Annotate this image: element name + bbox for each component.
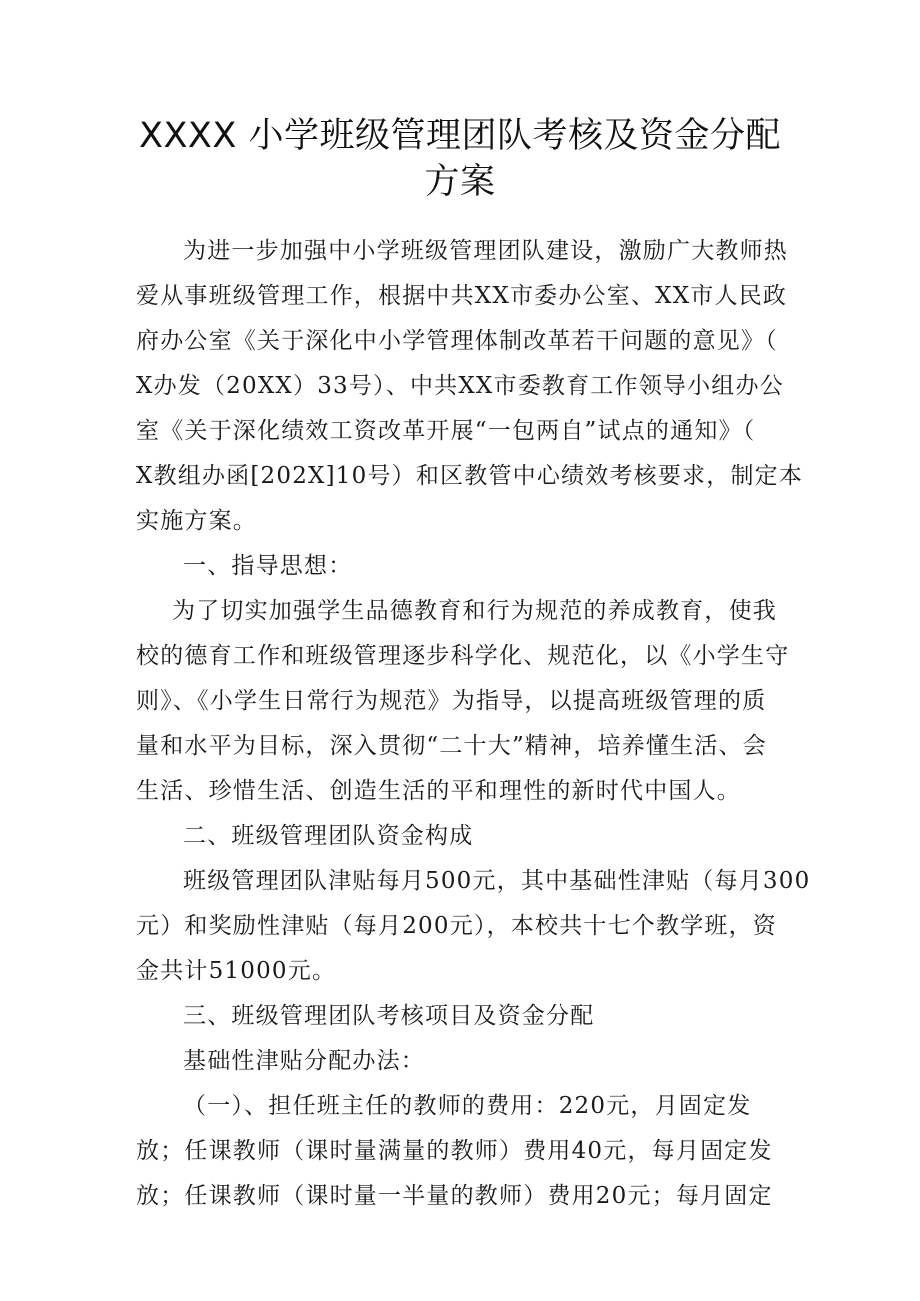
section3-subheading: 基础性津贴分配办法： <box>183 1048 425 1074</box>
intro-line: 爱从事班级管理工作，根据中共XX市委办公室、XX市人民政 <box>136 283 788 309</box>
document-title-line-2: 方案 <box>424 162 496 202</box>
section1-line: 量和水平为目标，深入贯彻“二十大”精神，培养懂生活、会 <box>136 733 767 759</box>
intro-line: 实施方案。 <box>136 508 257 534</box>
section3-line: （一）、担任班主任的教师的费用：220元，月固定发 <box>183 1093 752 1119</box>
section3-line: 放；任课教师（课时量一半量的教师）费用20元；每月固定 <box>136 1183 773 1209</box>
intro-line: 室《关于深化绩效工资改革开展“一包两自”试点的通知》（ <box>136 418 756 444</box>
section1-line: 生活、珍惜生活、创造生活的平和理性的新时代中国人。 <box>136 778 741 804</box>
section-heading-assessment: 三、班级管理团队考核项目及资金分配 <box>183 1003 595 1029</box>
section3-line: 放；任课教师（课时量满量的教师）费用40元，每月固定发 <box>136 1138 773 1164</box>
section-heading-fund-composition: 二、班级管理团队资金构成 <box>183 823 474 849</box>
section2-line: 班级管理团队津贴每月500元，其中基础性津贴（每月300 <box>183 868 811 894</box>
intro-line: 府办公室《关于深化中小学管理体制改革若干问题的意见》（ <box>136 328 778 354</box>
intro-line: 为进一步加强中小学班级管理团队建设，激励广大教师热 <box>183 238 788 264</box>
section-heading-guiding-thought: 一、指导思想： <box>183 553 353 579</box>
section2-line: 元）和奖励性津贴（每月200元），本校共十七个教学班，资 <box>136 913 777 939</box>
section1-line: 校的德育工作和班级管理逐步科学化、规范化，以《小学生守 <box>136 643 790 669</box>
intro-line: X办发（20XX）33号）、中共XX市委教育工作领导小组办公 <box>136 373 784 399</box>
intro-line: X教组办函[202X]10号）和区教管中心绩效考核要求，制定本 <box>136 463 804 489</box>
section1-line: 则》、《小学生日常行为规范》为指导，以提高班级管理的质 <box>136 688 767 714</box>
section1-line: 为了切实加强学生品德教育和行为规范的养成教育，使我 <box>172 598 777 624</box>
section2-line: 金共计51000元。 <box>136 958 337 984</box>
document-title-line-1: XXXX 小学班级管理团队考核及资金分配 <box>138 116 782 156</box>
